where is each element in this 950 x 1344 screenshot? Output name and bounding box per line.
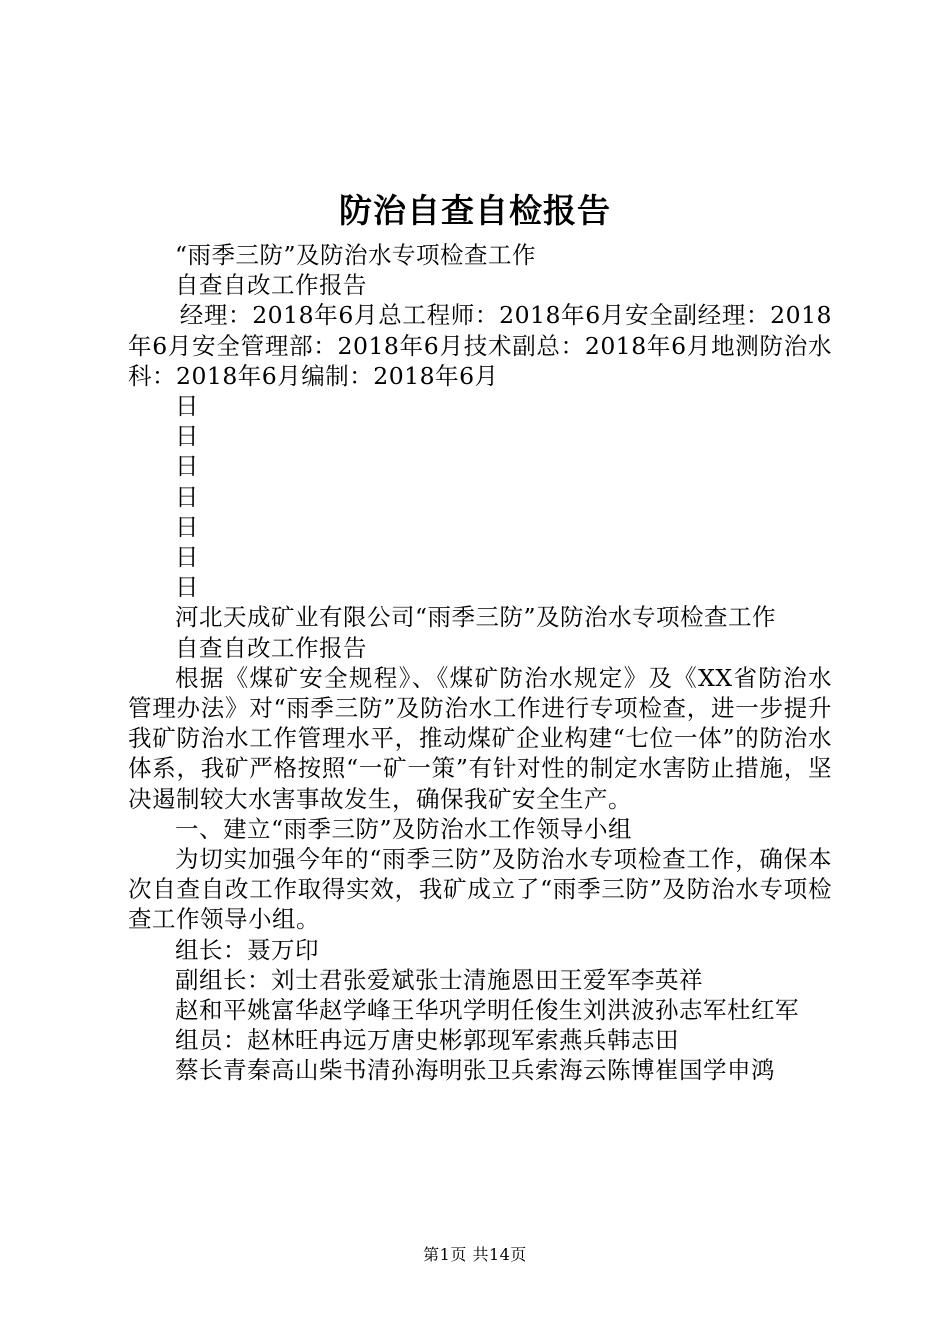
paragraph-group-leader: 组长：聂万印 — [175, 935, 319, 964]
paragraph-intro: 根据《煤矿安全规程》、《煤矿防治水规定》及《XX省防治水管理办法》对“雨季三防”及防治水工作进行专项检查，进一步提升我矿防治水工作管理水平，推动煤矿企业构建“七位一体”的防治水体系，我矿严格按照“一矿一策”有针对性的制定水害防止措施，坚决遏制较大水害事故发生，确保我矿安全生产。 — [128, 663, 832, 813]
paragraph-date-1: 日 — [175, 392, 199, 421]
paragraph-members-cont: 蔡长青秦高山柴书清孙海明张卫兵索海云陈博崔国学申鸿 — [175, 1056, 775, 1085]
paragraph-subtitle-2: 自查自改工作报告 — [175, 271, 367, 300]
paragraph-date-7: 日 — [175, 573, 199, 602]
paragraph-company-heading: 河北天成矿业有限公司“雨季三防”及防治水专项检查工作 — [175, 603, 777, 632]
paragraph-section-body: 为切实加强今年的“雨季三防”及防治水专项检查工作，确保本次自查自改工作取得实效，我矿成立了“雨季三防”及防治水专项检查工作领导小组。 — [128, 845, 832, 934]
paragraph-date-4: 日 — [175, 482, 199, 511]
paragraph-date-6: 日 — [175, 543, 199, 572]
paragraph-subtitle-1: “雨季三防”及防治水专项检查工作 — [175, 241, 537, 269]
document-title: 防治自查自检报告 — [339, 191, 611, 230]
paragraph-members: 组员：赵林旺冉远万唐史彬郭现军索燕兵韩志田 — [175, 1026, 679, 1055]
paragraph-deputy-leaders-cont: 赵和平姚富华赵学峰王华巩学明任俊生刘洪波孙志军杜红军 — [175, 996, 799, 1025]
paragraph-signatories: 经理：2018年6月总工程师：2018年6月安全副经理：2018年6月安全管理部：2018年6月技术副总：2018年6月地测防治水科：2018年6月编制：2018年6月 — [128, 301, 832, 390]
document-body — [128, 240, 832, 1086]
paragraph-report-heading: 自查自改工作报告 — [175, 633, 367, 662]
paragraph-section-heading: 一、建立“雨季三防”及防治水工作领导小组 — [175, 814, 633, 843]
page-footer: 第1页 共14页 — [423, 1245, 527, 1264]
paragraph-deputy-leaders: 副组长：刘士君张爱斌张士清施恩田王爱军李英祥 — [175, 965, 703, 994]
paragraph-date-3: 日 — [175, 452, 199, 481]
paragraph-date-5: 日 — [175, 512, 199, 541]
paragraph-date-2: 日 — [175, 422, 199, 451]
